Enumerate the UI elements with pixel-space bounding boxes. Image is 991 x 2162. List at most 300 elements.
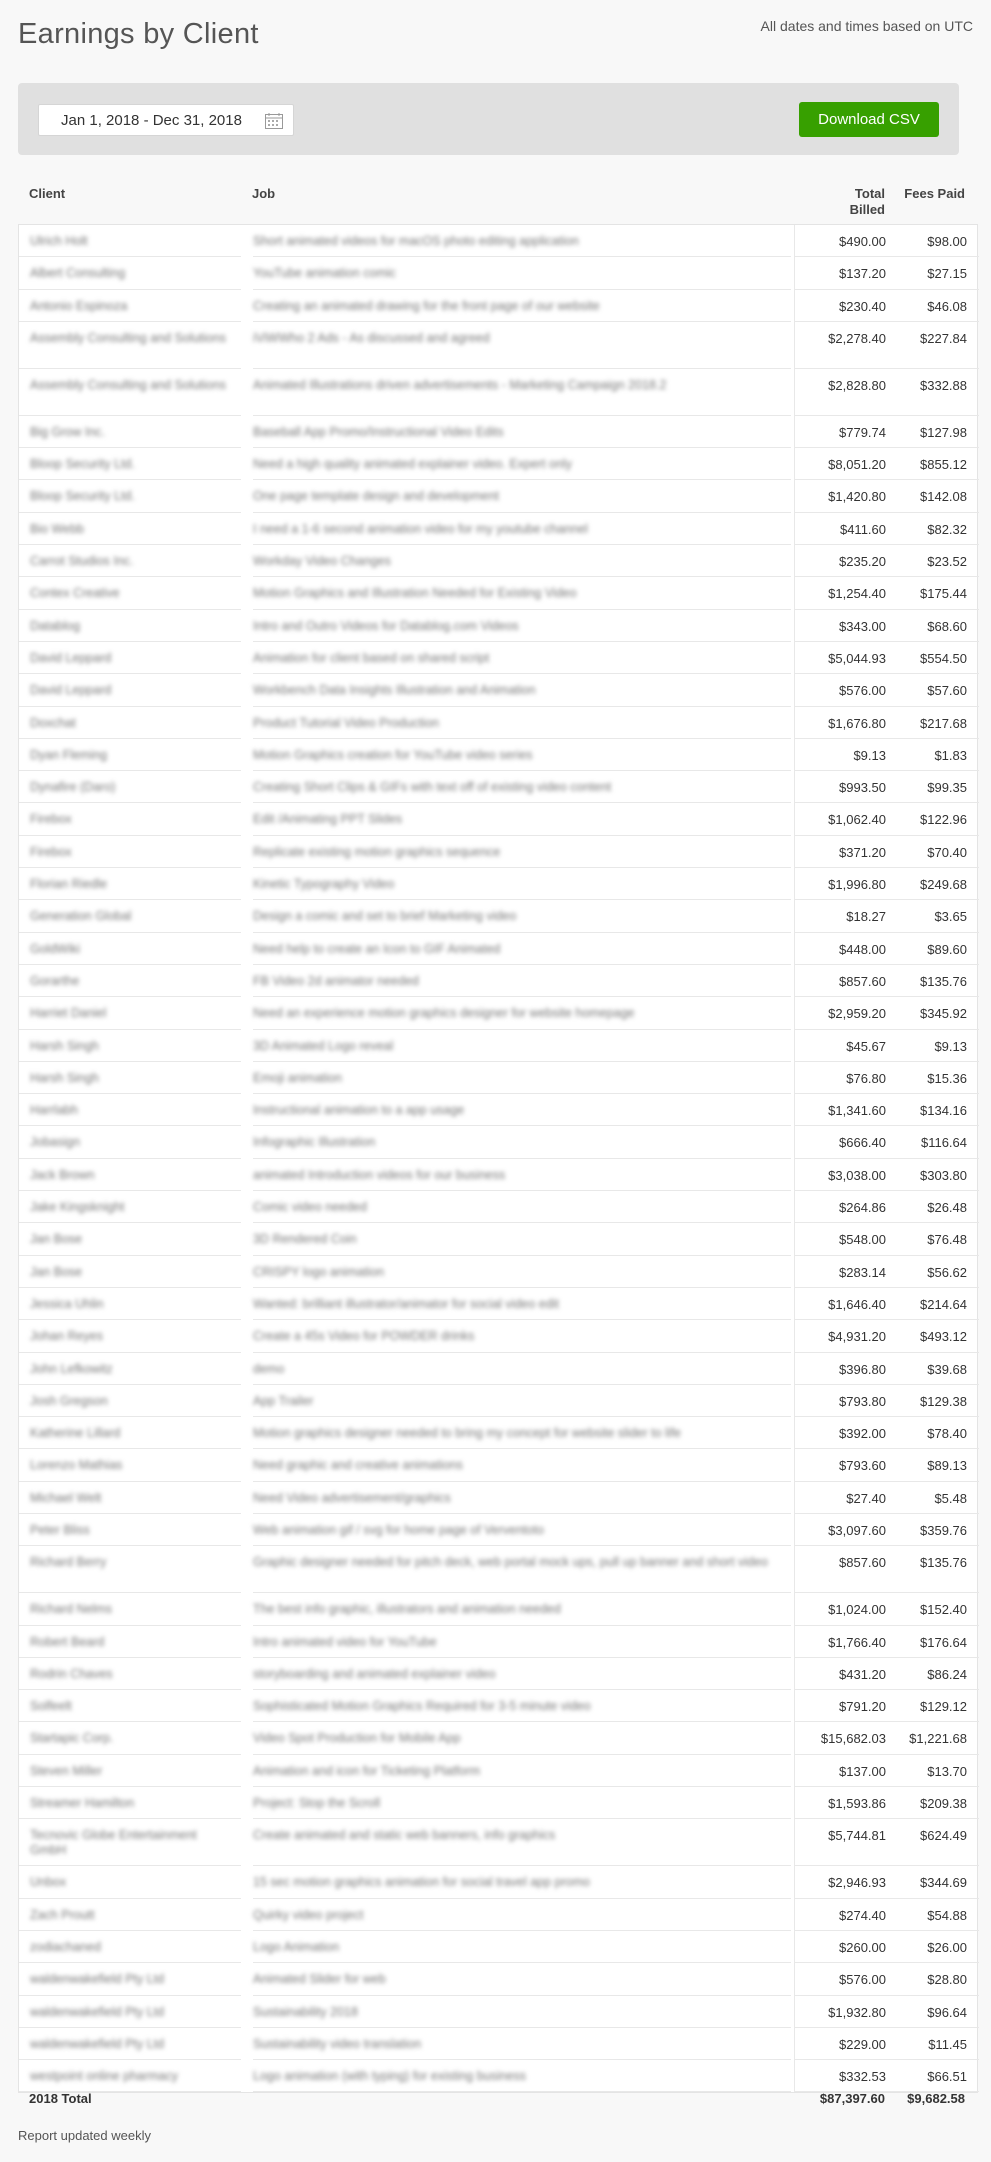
client-cell-text: David Leppard: [30, 650, 112, 665]
total-billed-cell: [794, 290, 894, 322]
job-cell: [253, 707, 791, 739]
table-row: [19, 225, 977, 257]
table-row: [19, 900, 977, 932]
total-billed-cell: [794, 900, 894, 932]
column-header-client: Client: [29, 186, 66, 201]
total-billed-cell: [794, 545, 894, 577]
total-billed-cell: [794, 1899, 894, 1931]
fees-paid-cell-text: $209.38: [920, 1796, 967, 1812]
client-cell-text: Contex Creative: [30, 586, 120, 601]
client-cell-text: Katherine Lillard: [30, 1426, 121, 1441]
total-billed-cell: [794, 1223, 894, 1255]
download-csv-button[interactable]: Download CSV: [799, 102, 939, 137]
job-cell: [253, 1755, 791, 1787]
job-cell-text: Edit /Animating PPT Slides: [253, 812, 403, 827]
total-billed-cell: [794, 257, 894, 289]
table-row: [19, 1288, 977, 1320]
table-row: [19, 1126, 977, 1158]
table-row: [19, 836, 977, 868]
client-cell: [19, 257, 241, 289]
table-row: [19, 1094, 977, 1126]
total-billed-cell: [794, 1126, 894, 1158]
fees-paid-cell: [894, 674, 979, 706]
fees-paid-cell-text: $116.64: [920, 1135, 967, 1151]
client-cell-text: westpoint online pharmacy: [30, 2069, 178, 2084]
table-row: [19, 1062, 977, 1094]
job-cell: [253, 1320, 791, 1352]
client-cell: [19, 739, 241, 771]
client-cell: [19, 610, 241, 642]
fees-paid-cell-text: $554.50: [920, 650, 967, 666]
fees-paid-cell: [894, 1385, 979, 1417]
client-cell-text: Ulrich Holt: [30, 234, 88, 248]
job-cell-text: Intro and Outro Videos for Datablog.com Videos: [253, 618, 519, 633]
job-cell: [253, 1626, 791, 1658]
table-row: [19, 1449, 977, 1481]
job-cell: [253, 803, 791, 835]
client-cell: [19, 1787, 241, 1819]
total-billed-cell: [794, 416, 894, 448]
total-billed-cell: [794, 1546, 894, 1593]
total-billed-cell-text: $1,254.40: [828, 586, 886, 602]
client-cell: [19, 868, 241, 900]
total-billed-cell-text: $490.00: [839, 234, 886, 249]
client-cell: [19, 225, 241, 257]
totals-label: 2018 Total: [29, 2091, 92, 2106]
date-range-picker[interactable]: [38, 104, 294, 136]
client-cell: [19, 1288, 241, 1320]
total-billed-cell-text: $1,676.80: [828, 715, 886, 731]
fees-paid-cell-text: $66.51: [927, 2069, 967, 2085]
fees-paid-cell: [894, 225, 979, 257]
table-row: [19, 1722, 977, 1754]
job-cell-text: CRISPY logo animation: [253, 1264, 385, 1279]
client-cell-text: Startapic Corp.: [30, 1731, 114, 1746]
job-cell-text: Baseball App Promo/Instructional Video Edits: [253, 424, 504, 439]
table-row: [19, 1482, 977, 1514]
fees-paid-cell: [894, 1819, 979, 1866]
job-cell: [253, 836, 791, 868]
totals-total-billed: $87,397.60: [819, 2091, 885, 2106]
client-cell-text: Assembly Consulting and Solutions: [30, 377, 226, 392]
total-billed-cell: [794, 1030, 894, 1062]
job-cell: [253, 577, 791, 609]
total-billed-cell: [794, 1755, 894, 1787]
fees-paid-cell: [894, 577, 979, 609]
total-billed-cell: [794, 1353, 894, 1385]
fees-paid-cell-text: $96.64: [927, 2004, 967, 2020]
fees-paid-cell: [894, 1062, 979, 1094]
fees-paid-cell: [894, 1546, 979, 1593]
fees-paid-cell: [894, 707, 979, 739]
table-row: [19, 1819, 977, 1866]
fees-paid-cell: [894, 1482, 979, 1514]
timezone-note: All dates and times based on UTC: [760, 18, 973, 34]
job-cell: [253, 1191, 791, 1223]
total-billed-cell: [794, 1320, 894, 1352]
fees-paid-cell-text: $28.80: [927, 1972, 967, 1988]
table-row: [19, 1417, 977, 1449]
total-billed-cell: [794, 1722, 894, 1754]
job-cell-text: Need graphic and creative animations: [253, 1458, 463, 1473]
client-cell: [19, 707, 241, 739]
job-cell-text: Sustainability video translation: [253, 2036, 422, 2051]
client-cell-text: Richard Nelms: [30, 1602, 112, 1617]
fees-paid-cell-text: $303.80: [920, 1167, 967, 1183]
job-cell-text: Wanted: brilliant illustrator/animator for social video edit: [253, 1296, 559, 1311]
job-cell: [253, 674, 791, 706]
fees-paid-cell: [894, 1320, 979, 1352]
fees-paid-cell-text: $11.45: [928, 2036, 967, 2052]
client-cell-text: Carrot Studios Inc.: [30, 554, 134, 569]
job-cell-text: Need an experience motion graphics designer for website homepage: [253, 1006, 635, 1021]
client-cell: [19, 1482, 241, 1514]
fees-paid-cell-text: $78.40: [927, 1426, 967, 1442]
fees-paid-cell: [894, 545, 979, 577]
job-cell-text: 15 sec motion graphics animation for social travel app promo: [253, 1875, 590, 1890]
fees-paid-cell: [894, 1256, 979, 1288]
job-cell: [253, 2028, 791, 2060]
total-billed-cell: [794, 225, 894, 257]
table-row: [19, 1626, 977, 1658]
total-billed-cell-text: $1,593.86: [828, 1796, 886, 1812]
total-billed-cell-text: $1,062.40: [828, 812, 886, 828]
fees-paid-cell-text: $26.00: [927, 1939, 967, 1955]
fees-paid-cell: [894, 1094, 979, 1126]
total-billed-cell-text: $3,038.00: [828, 1167, 886, 1183]
fees-paid-cell: [894, 1787, 979, 1819]
total-billed-cell-text: $332.53: [839, 2069, 886, 2085]
client-cell-text: Datablog: [30, 618, 81, 633]
total-billed-cell: [794, 322, 894, 369]
job-cell: [253, 1722, 791, 1754]
table-row: [19, 1320, 977, 1352]
total-billed-cell: [794, 1449, 894, 1481]
job-cell: [253, 642, 791, 674]
table-row: [19, 2028, 977, 2060]
job-cell-text: Design a comic and set to brief Marketing video: [253, 909, 517, 924]
client-cell: [19, 577, 241, 609]
client-cell: [19, 480, 241, 512]
total-billed-cell: [794, 369, 894, 416]
column-header-total-billed: Total Billed: [849, 186, 885, 217]
client-cell-text: waldenwakefield Pty Ltd: [30, 2036, 165, 2051]
fees-paid-cell-text: $345.92: [920, 1006, 967, 1022]
fees-paid-cell-text: $68.60: [927, 618, 967, 634]
fees-paid-cell-text: $214.64: [920, 1296, 967, 1312]
fees-paid-cell: [894, 900, 979, 932]
job-cell-text: Animation and icon for Ticketing Platform: [253, 1763, 481, 1778]
client-cell-text: Bio Webb: [30, 521, 84, 536]
table-row: [19, 642, 977, 674]
fees-paid-cell-text: $13.70: [927, 1763, 967, 1779]
total-billed-cell-text: $2,278.40: [828, 330, 886, 346]
job-cell-text: iViWWho 2 Ads - As discussed and agreed: [253, 330, 490, 345]
total-billed-cell-text: $857.60: [839, 1555, 886, 1571]
job-cell-text: Animation for client based on shared script: [253, 650, 490, 665]
total-billed-cell-text: $793.60: [839, 1458, 886, 1474]
total-billed-cell-text: $779.74: [839, 424, 886, 440]
table-row: [19, 1159, 977, 1191]
total-billed-cell-text: $793.80: [839, 1393, 886, 1409]
fees-paid-cell-text: $152.40: [920, 1602, 967, 1618]
total-billed-cell: [794, 480, 894, 512]
client-cell: [19, 1159, 241, 1191]
fees-paid-cell: [894, 1514, 979, 1546]
client-cell-text: Steven Miller: [30, 1763, 103, 1778]
total-billed-cell-text: $274.40: [839, 1907, 886, 1923]
table-row: [19, 1899, 977, 1931]
fees-paid-cell: [894, 1690, 979, 1722]
client-cell-text: Firebox: [30, 812, 72, 827]
client-cell: [19, 1996, 241, 2028]
job-cell: [253, 997, 791, 1029]
client-cell: [19, 1417, 241, 1449]
total-billed-cell-text: $2,946.93: [828, 1875, 886, 1891]
client-cell-text: Peter Bliss: [30, 1522, 90, 1537]
table-row: [19, 1191, 977, 1223]
client-cell-text: Bloop Security Ltd.: [30, 489, 135, 504]
footer-note: Report updated weekly: [18, 2128, 151, 2143]
table-row: [19, 416, 977, 448]
fees-paid-cell: [894, 1996, 979, 2028]
total-billed-cell-text: $15,682.03: [820, 1731, 886, 1747]
job-cell: [253, 322, 791, 369]
job-cell-text: Instructional animation to a app usage: [253, 1103, 465, 1118]
table-row: [19, 577, 977, 609]
total-billed-cell-text: $1,341.60: [828, 1103, 886, 1119]
total-billed-cell-text: $3,097.60: [828, 1522, 886, 1538]
table-row: [19, 674, 977, 706]
client-cell-text: Jan Bose: [30, 1232, 83, 1247]
fees-paid-cell-text: $3.65: [934, 909, 967, 925]
job-cell: [253, 1931, 791, 1963]
fees-paid-cell-text: $332.88: [920, 377, 967, 393]
page-title: Earnings by Client: [18, 18, 259, 50]
total-billed-cell: [794, 674, 894, 706]
fees-paid-cell-text: $39.68: [927, 1361, 967, 1377]
total-billed-cell-text: $431.20: [839, 1666, 886, 1682]
table-row: [19, 997, 977, 1029]
total-billed-cell-text: $45.67: [846, 1038, 886, 1054]
fees-paid-cell-text: $359.76: [920, 1522, 967, 1538]
table-row: [19, 257, 977, 289]
job-cell: [253, 1223, 791, 1255]
client-cell: [19, 771, 241, 803]
client-cell-text: Jan Bose: [30, 1264, 83, 1279]
fees-paid-cell: [894, 771, 979, 803]
total-billed-cell-text: $283.14: [839, 1264, 886, 1280]
job-cell: [253, 1256, 791, 1288]
job-cell: [253, 1514, 791, 1546]
job-cell: [253, 1996, 791, 2028]
job-cell-text: Infographic Illustration: [253, 1135, 376, 1150]
job-cell-text: Short animated videos for macOS photo editing application: [253, 234, 579, 248]
fees-paid-cell: [894, 290, 979, 322]
fees-paid-cell-text: $86.24: [927, 1666, 967, 1682]
job-cell: [253, 933, 791, 965]
fees-paid-cell-text: $56.62: [927, 1264, 967, 1280]
total-billed-cell: [794, 513, 894, 545]
fees-paid-cell-text: $26.48: [927, 1200, 967, 1216]
total-billed-cell-text: $2,959.20: [828, 1006, 886, 1022]
job-cell-text: Workday Video Changes: [253, 554, 391, 569]
fees-paid-cell-text: $15.36: [927, 1070, 967, 1086]
client-cell-text: Harrlabh: [30, 1103, 78, 1118]
job-cell-text: The best info graphic, illustrators and animation needed: [253, 1602, 561, 1617]
fees-paid-cell: [894, 1899, 979, 1931]
total-billed-cell: [794, 707, 894, 739]
job-cell-text: Motion graphics designer needed to bring my concept for website slider to life: [253, 1426, 682, 1441]
client-cell: [19, 836, 241, 868]
fees-paid-cell-text: $122.96: [920, 812, 967, 828]
job-cell: [253, 290, 791, 322]
client-cell-text: Dyan Fleming: [30, 747, 108, 762]
table-row: [19, 513, 977, 545]
fees-paid-cell: [894, 868, 979, 900]
total-billed-cell-text: $396.80: [839, 1361, 886, 1377]
totals-fees-paid: $9,682.58: [907, 2091, 965, 2106]
client-cell-text: John Lefkowitz: [30, 1361, 113, 1376]
fees-paid-cell-text: $54.88: [927, 1907, 967, 1923]
total-billed-cell-text: $229.00: [839, 2036, 886, 2052]
client-cell-text: Rodrin Chaves: [30, 1666, 113, 1681]
fees-paid-cell-text: $89.13: [927, 1458, 967, 1474]
fees-paid-cell-text: $175.44: [920, 586, 967, 602]
total-billed-cell-text: $137.00: [839, 1763, 886, 1779]
total-billed-cell: [794, 1514, 894, 1546]
table-row: [19, 1030, 977, 1062]
client-cell-text: Zach Proutt: [30, 1907, 95, 1922]
job-cell: [253, 1288, 791, 1320]
client-cell-text: Albert Consulting: [30, 266, 126, 281]
total-billed-cell: [794, 642, 894, 674]
job-cell-text: Motion Graphics and Illustration Needed for Existing Video: [253, 586, 577, 601]
total-billed-cell: [794, 739, 894, 771]
client-cell-text: Unbox: [30, 1875, 67, 1890]
fees-paid-cell: [894, 369, 979, 416]
job-cell-text: Comic video needed: [253, 1200, 367, 1215]
table-row: [19, 1658, 977, 1690]
job-cell-text: I need a 1-6 second animation video for my youtube channel: [253, 521, 588, 536]
client-cell-text: Doxchat: [30, 715, 76, 730]
job-cell: [253, 513, 791, 545]
job-cell: [253, 1593, 791, 1625]
fees-paid-cell: [894, 1288, 979, 1320]
fees-paid-cell: [894, 1658, 979, 1690]
table-row: [19, 1514, 977, 1546]
total-billed-cell-text: $1,646.40: [828, 1296, 886, 1312]
job-cell: [253, 1094, 791, 1126]
total-billed-cell-text: $2,828.80: [828, 377, 886, 393]
calendar-icon[interactable]: [265, 113, 283, 129]
table-row: [19, 1866, 977, 1898]
table-row: [19, 1385, 977, 1417]
client-cell: [19, 1030, 241, 1062]
job-cell-text: One page template design and development: [253, 489, 500, 504]
fees-paid-cell: [894, 1417, 979, 1449]
fees-paid-cell: [894, 416, 979, 448]
client-cell: [19, 1899, 241, 1931]
job-cell-text: Video Spot Production for Mobile App: [253, 1731, 461, 1746]
client-cell: [19, 1963, 241, 1995]
client-cell-text: Johan Reyes: [30, 1329, 103, 1344]
client-cell-text: Robert Beard: [30, 1634, 105, 1649]
fees-paid-cell: [894, 1223, 979, 1255]
job-cell-text: Sustainability 2018: [253, 2004, 358, 2019]
client-cell: [19, 1514, 241, 1546]
fees-paid-cell-text: $142.08: [920, 489, 967, 505]
fees-paid-cell: [894, 965, 979, 997]
fees-paid-cell: [894, 803, 979, 835]
job-cell: [253, 448, 791, 480]
job-cell: [253, 1482, 791, 1514]
job-cell-text: Project: Stop the Scroll: [253, 1796, 381, 1811]
client-cell-text: Florian Riedle: [30, 877, 108, 892]
fees-paid-cell-text: $135.76: [920, 973, 967, 989]
client-cell-text: Jobasign: [30, 1135, 81, 1150]
fees-paid-cell-text: $76.48: [927, 1232, 967, 1248]
fees-paid-cell: [894, 1126, 979, 1158]
table-row: [19, 965, 977, 997]
table-row: [19, 1787, 977, 1819]
total-billed-cell-text: $1,024.00: [828, 1602, 886, 1618]
job-cell: [253, 1449, 791, 1481]
client-cell: [19, 1690, 241, 1722]
client-cell: [19, 933, 241, 965]
total-billed-cell: [794, 1787, 894, 1819]
table-row: [19, 739, 977, 771]
fees-paid-cell: [894, 480, 979, 512]
table-row: [19, 1931, 977, 1963]
total-billed-cell: [794, 1062, 894, 1094]
fees-paid-cell: [894, 1866, 979, 1898]
total-billed-cell: [794, 1819, 894, 1866]
job-cell: [253, 545, 791, 577]
job-cell-text: YouTube animation comic: [253, 266, 396, 281]
client-cell: [19, 1191, 241, 1223]
client-cell: [19, 1626, 241, 1658]
client-cell-text: Streamer Hamilton: [30, 1796, 135, 1811]
client-cell: [19, 1722, 241, 1754]
table-row: [19, 933, 977, 965]
total-billed-cell-text: $5,044.93: [828, 650, 886, 666]
total-billed-cell: [794, 610, 894, 642]
fees-paid-cell: [894, 610, 979, 642]
client-cell: [19, 1755, 241, 1787]
total-billed-cell-text: $993.50: [839, 780, 886, 796]
total-billed-cell: [794, 771, 894, 803]
total-billed-cell: [794, 577, 894, 609]
client-cell: [19, 448, 241, 480]
fees-paid-cell: [894, 2028, 979, 2060]
total-billed-cell-text: $1,766.40: [828, 1634, 886, 1650]
job-cell-text: storyboarding and animated explainer video: [253, 1666, 496, 1681]
job-cell: [253, 1030, 791, 1062]
job-cell-text: Need a high quality animated explainer video. Expert only: [253, 457, 572, 472]
fees-paid-cell-text: $227.84: [920, 330, 967, 346]
client-cell: [19, 900, 241, 932]
fees-paid-cell-text: $1,221.68: [909, 1731, 967, 1747]
table-row: [19, 1963, 977, 1995]
fees-paid-cell-text: $82.32: [927, 521, 967, 537]
total-billed-cell: [794, 1931, 894, 1963]
job-cell-text: 3D Rendered Coin: [253, 1232, 357, 1247]
total-billed-cell-text: $235.20: [839, 554, 886, 570]
table-row: [19, 1256, 977, 1288]
job-cell-text: Intro animated video for YouTube: [253, 1634, 437, 1649]
fees-paid-cell-text: $127.98: [920, 424, 967, 440]
